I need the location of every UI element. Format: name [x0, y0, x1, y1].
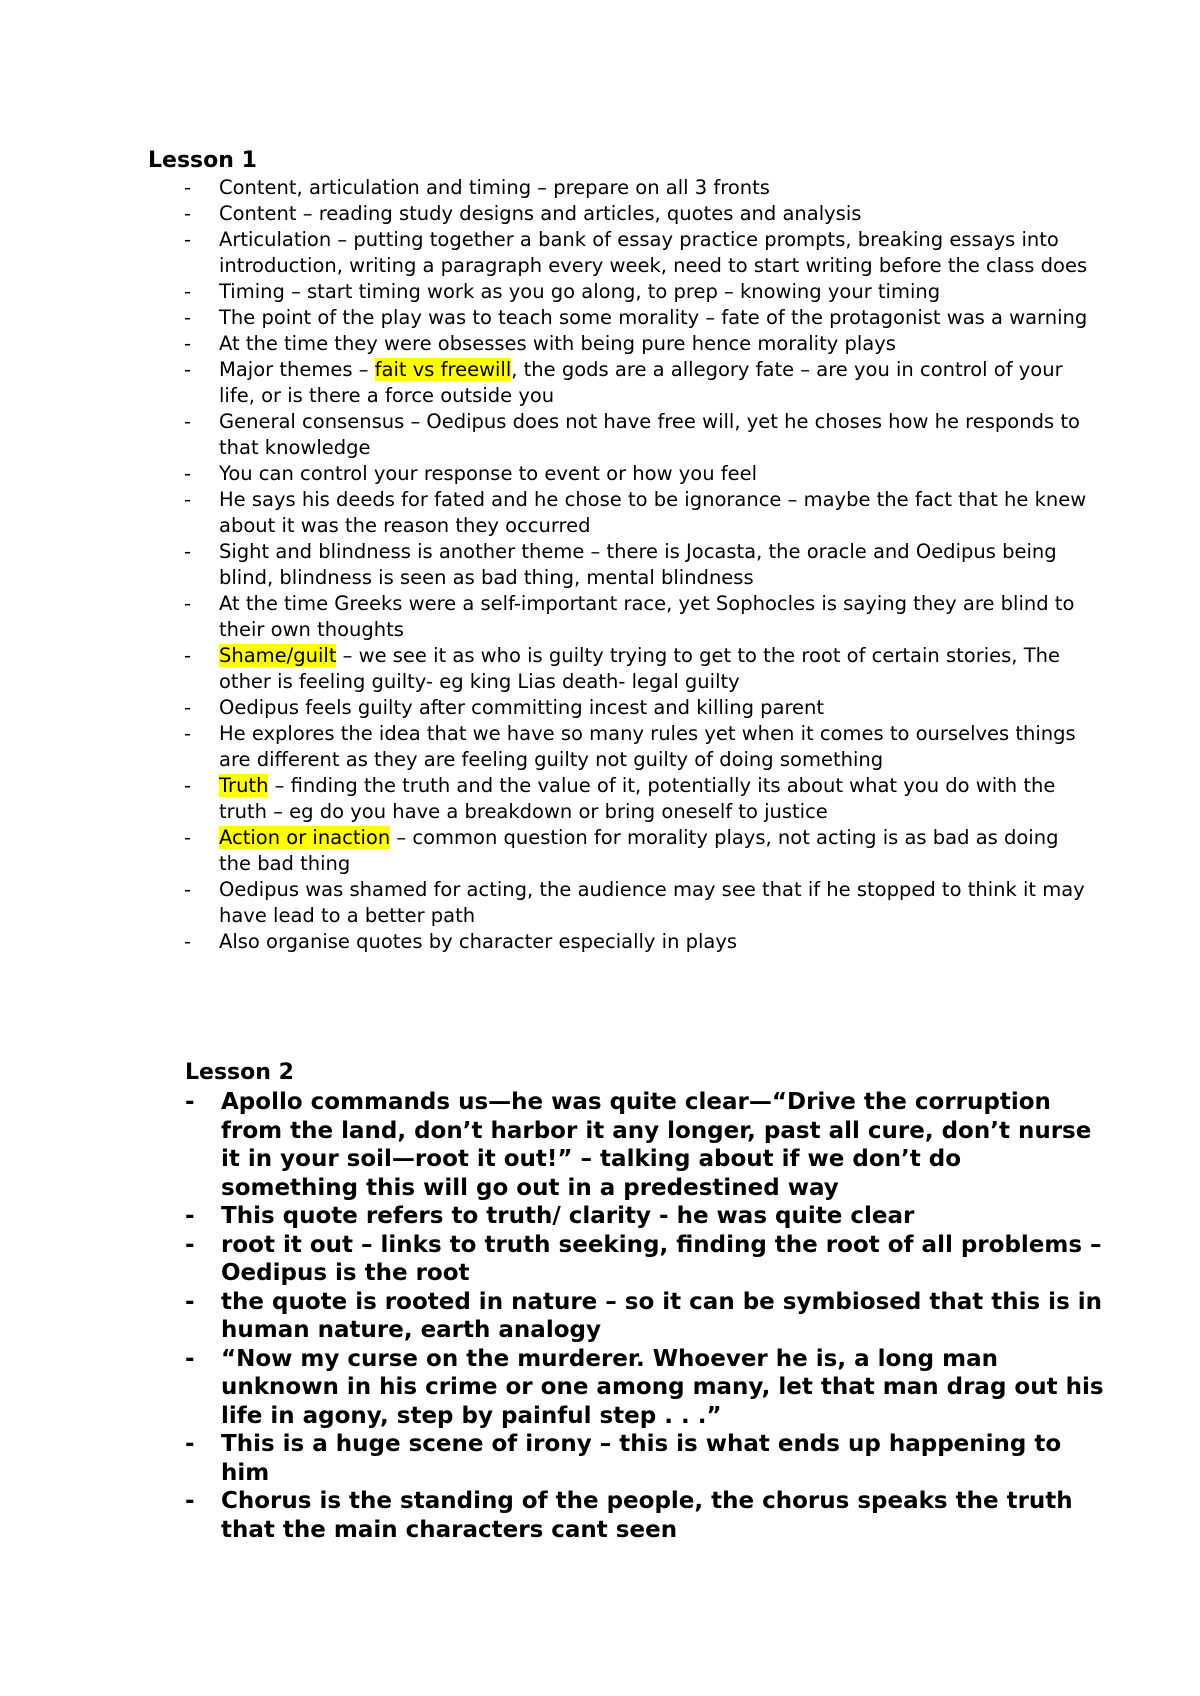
list-item [148, 929, 1088, 955]
bullet-dash: - [185, 1089, 195, 1115]
list-item [148, 643, 1088, 695]
list-item [148, 331, 1088, 357]
list-item [148, 305, 1088, 331]
lesson-2-list [185, 1088, 1105, 1544]
list-item [185, 1288, 1105, 1345]
lesson-1-heading: Lesson 1 [148, 148, 257, 173]
list-item-text: Content – reading study designs and articles, quotes and analysis [219, 202, 862, 225]
bullet-dash: - [185, 1345, 195, 1372]
bullet-dash: - [184, 332, 192, 355]
list-item-text: General consensus – Oedipus does not have free will, yet he choses how he responds to that knowledge [219, 410, 1080, 459]
bullet-dash: - [184, 228, 192, 251]
list-item [185, 1231, 1105, 1288]
list-item-text: Apollo commands us—he was quite clear—“Drive the corruption from the land, don’t harbor it any longer, past all cure, don’t nurse it in your soil—root it out!” – talking about if we don’t do something this will go out in a predestined way [221, 1089, 1092, 1201]
list-item-text: Chorus is the standing of the people, the chorus speaks the truth that the main characters cant seen [221, 1488, 1073, 1543]
bullet-dash: - [184, 722, 192, 745]
list-item [148, 487, 1088, 539]
list-item-text: – finding the truth and the value of it, potentially its about what you do with the truth – eg do you have a breakdown or bring oneself to justice [219, 774, 1056, 823]
lesson-2-heading: Lesson 2 [185, 1060, 294, 1085]
list-item-text: This is a huge scene of irony – this is what ends up happening to him [221, 1431, 1062, 1486]
list-item [185, 1202, 1105, 1231]
lesson-2-section [185, 1060, 1105, 1544]
bullet-dash: - [185, 1488, 195, 1514]
list-item [148, 227, 1088, 279]
highlighted-term: fait vs freewill [374, 358, 512, 381]
list-item-text: , the gods are a allegory fate – are you in control of your life, or is there a force outside you [219, 358, 1063, 407]
bullet-dash: - [185, 1288, 195, 1315]
list-item [185, 1088, 1105, 1202]
list-item [148, 409, 1088, 461]
list-item [148, 721, 1088, 773]
bullet-dash: - [184, 176, 192, 199]
list-item-prefix: Major themes – [219, 358, 375, 381]
list-item-text: Also organise quotes by character especially in plays [219, 930, 738, 953]
list-item-text: Oedipus feels guilty after committing incest and killing parent [219, 696, 825, 719]
list-item-text: Timing – start timing work as you go along, to prep – knowing your timing [219, 280, 941, 303]
list-item-text: “Now my curse on the murderer. Whoever he is, a long man unknown in his crime or one among many, let that man drag out his life in agony, step by painful step . . .” [221, 1345, 1104, 1429]
list-item [148, 279, 1088, 305]
bullet-dash: - [184, 696, 192, 719]
highlighted-term: Action or inaction [219, 826, 391, 849]
bullet-dash: - [184, 202, 192, 225]
bullet-dash: - [184, 280, 192, 303]
list-item [148, 175, 1088, 201]
list-item-text: At the time they were obsesses with being pure hence morality plays [219, 332, 896, 355]
bullet-dash: - [184, 930, 192, 953]
list-item [185, 1430, 1105, 1487]
list-item-text: The point of the play was to teach some morality – fate of the protagonist was a warning [219, 306, 1088, 329]
list-item [148, 201, 1088, 227]
bullet-dash: - [184, 540, 192, 563]
list-item [148, 539, 1088, 591]
bullet-dash: - [185, 1231, 195, 1258]
list-item [148, 877, 1088, 929]
bullet-dash: - [184, 826, 192, 849]
list-item-text: He says his deeds for fated and he chose to be ignorance – maybe the fact that he knew about it was the reason they occurred [219, 488, 1087, 537]
list-item-text: the quote is rooted in nature – so it can be symbiosed that this is in human nature, earth analogy [221, 1288, 1103, 1343]
bullet-dash: - [184, 774, 192, 797]
bullet-dash: - [185, 1431, 195, 1457]
list-item [185, 1345, 1105, 1431]
list-item [148, 357, 1088, 409]
list-item [148, 825, 1088, 877]
highlighted-term: Shame/guilt [219, 644, 337, 667]
lesson-1-section [148, 148, 1088, 955]
list-item-text: – we see it as who is guilty trying to get to the root of certain stories, The other is feeling guilty- eg king Lias death- legal guilty [219, 644, 1060, 693]
list-item-text: This quote refers to truth/ clarity - he was quite clear [221, 1203, 915, 1229]
bullet-dash: - [184, 592, 192, 615]
list-item [185, 1487, 1105, 1544]
list-item-text: Articulation – putting together a bank of essay practice prompts, breaking essays into introduction, writing a paragraph every week, need to start writing before the class does [219, 228, 1088, 277]
list-item [148, 461, 1088, 487]
bullet-dash: - [184, 878, 192, 901]
bullet-dash: - [184, 358, 192, 381]
list-item [148, 591, 1088, 643]
lesson-1-list [148, 175, 1088, 955]
bullet-dash: - [184, 462, 192, 485]
highlighted-term: Truth [219, 774, 269, 797]
list-item-text: At the time Greeks were a self-important race, yet Sophocles is saying they are blind to their own thoughts [219, 592, 1075, 641]
list-item-text: You can control your response to event or how you feel [219, 462, 758, 485]
list-item-text: – common question for morality plays, not acting is as bad as doing the bad thing [219, 826, 1059, 875]
list-item-text: Content, articulation and timing – prepare on all 3 fronts [219, 176, 770, 199]
bullet-dash: - [184, 644, 192, 667]
bullet-dash: - [184, 410, 192, 433]
bullet-dash: - [184, 306, 192, 329]
list-item-text: root it out – links to truth seeking, finding the root of all problems – Oedipus is the root [221, 1231, 1102, 1286]
bullet-dash: - [185, 1203, 195, 1229]
bullet-dash: - [184, 488, 192, 511]
list-item [148, 773, 1088, 825]
list-item-text: Sight and blindness is another theme – there is Jocasta, the oracle and Oedipus being blind, blindness is seen as bad thing, mental blindness [219, 540, 1057, 589]
list-item-text: He explores the idea that we have so many rules yet when it comes to ourselves things are different as they are feeling guilty not guilty of doing something [219, 722, 1076, 771]
list-item [148, 695, 1088, 721]
list-item-text: Oedipus was shamed for acting, the audience may see that if he stopped to think it may have lead to a better path [219, 878, 1085, 927]
